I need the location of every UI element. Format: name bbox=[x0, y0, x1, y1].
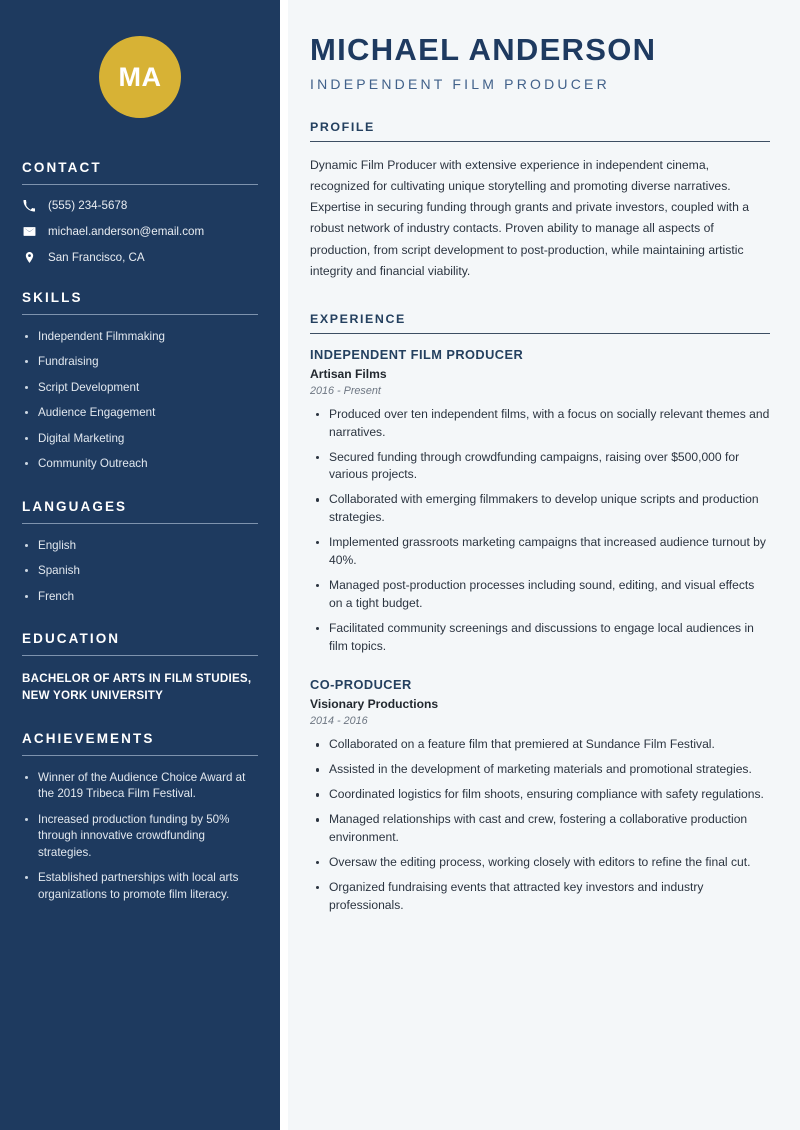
column-gutter bbox=[280, 0, 288, 1130]
page-title: MICHAEL ANDERSON bbox=[310, 32, 657, 67]
sidebar-section-achievements bbox=[22, 731, 258, 903]
list-item: Collaborated on a feature film that premiered at Sundance Film Festival. bbox=[310, 736, 770, 754]
sidebar-heading-achievements: ACHIEVEMENTS bbox=[22, 730, 155, 746]
list-item: Implemented grassroots marketing campaigns that increased audience turnout by 40%. bbox=[310, 534, 770, 570]
list-item: Winner of the Audience Choice Award at the 2019 Tribeca Film Festival. bbox=[22, 770, 258, 803]
divider bbox=[22, 755, 258, 756]
list-item: Assisted in the development of marketing materials and promotional strategies. bbox=[310, 761, 770, 779]
divider bbox=[22, 314, 258, 315]
sidebar-section-education bbox=[22, 631, 258, 705]
contact-value-location: San Francisco, CA bbox=[48, 251, 145, 264]
divider bbox=[22, 523, 258, 524]
divider bbox=[22, 184, 258, 185]
experience-bullets bbox=[310, 406, 770, 656]
contact-value-email: michael.anderson@email.com bbox=[48, 225, 205, 238]
main-heading-experience: EXPERIENCE bbox=[310, 311, 406, 326]
list-item: Fundraising bbox=[22, 354, 258, 370]
sidebar-section-contact bbox=[22, 160, 258, 264]
list-item: Managed post-production processes including sound, editing, and visual effects on a tight budget. bbox=[310, 577, 770, 613]
main-content bbox=[288, 0, 800, 1130]
list-item: Collaborated with emerging filmmakers to develop unique scripts and production strategies. bbox=[310, 491, 770, 527]
list-item: Community Outreach bbox=[22, 456, 258, 472]
achievements-list bbox=[22, 770, 258, 903]
list-item: Oversaw the editing process, working closely with editors to refine the final cut. bbox=[310, 854, 770, 872]
divider bbox=[310, 141, 770, 142]
list-item: Increased production funding by 50% through innovative crowdfunding strategies. bbox=[22, 812, 258, 861]
contact-item-phone[interactable] bbox=[22, 199, 258, 212]
sidebar-section-languages bbox=[22, 499, 258, 605]
list-item: Audience Engagement bbox=[22, 405, 258, 421]
divider bbox=[22, 655, 258, 656]
phone-icon bbox=[22, 200, 36, 212]
list-item: Produced over ten independent films, with a focus on socially relevant themes and narratives. bbox=[310, 406, 770, 442]
list-item: Digital Marketing bbox=[22, 431, 258, 447]
list-item: Secured funding through crowdfunding campaigns, raising over $500,000 for various projects. bbox=[310, 449, 770, 485]
main-heading-profile: PROFILE bbox=[310, 120, 375, 135]
experience-dates: 2014 - 2016 bbox=[310, 715, 368, 728]
list-item: English bbox=[22, 538, 258, 554]
contact-value-phone: (555) 234-5678 bbox=[48, 199, 128, 212]
list-item: Organized fundraising events that attracted key investors and industry professionals. bbox=[310, 879, 770, 915]
experience-company: Visionary Productions bbox=[310, 697, 439, 712]
avatar-container bbox=[22, 0, 258, 160]
envelope-icon bbox=[22, 225, 36, 238]
languages-list bbox=[22, 538, 258, 605]
experience-title: INDEPENDENT FILM PRODUCER bbox=[310, 346, 524, 362]
section-profile bbox=[310, 120, 770, 282]
experience-entry bbox=[310, 677, 770, 727]
experience-entry bbox=[310, 347, 770, 397]
list-item: French bbox=[22, 589, 258, 605]
list-item: Script Development bbox=[22, 380, 258, 396]
sidebar-heading-languages: LANGUAGES bbox=[22, 498, 128, 514]
contact-item-location[interactable] bbox=[22, 251, 258, 264]
list-item: Established partnerships with local arts organizations to promote film literacy. bbox=[22, 870, 258, 903]
sidebar-heading-contact: CONTACT bbox=[22, 160, 102, 175]
sidebar bbox=[0, 0, 280, 1130]
experience-title: CO-PRODUCER bbox=[310, 677, 412, 693]
sidebar-heading-education: EDUCATION bbox=[22, 631, 121, 647]
experience-company: Artisan Films bbox=[310, 366, 387, 381]
experience-bullets bbox=[310, 736, 770, 914]
profile-text: Dynamic Film Producer with extensive experience in independent cinema, recognized for cultivating unique storytelling and promoting diverse narratives. Expertise in securing funding through grants and private investors, coupled with a robust network of industry contacts. Proven ability to manage all aspects of production, from script development to post-production, while maintaining artistic integrity and financial viability. bbox=[310, 158, 750, 278]
divider bbox=[310, 333, 770, 334]
list-item: Managed relationships with cast and crew, fostering a collaborative production environment. bbox=[310, 811, 770, 847]
contact-item-email[interactable] bbox=[22, 225, 258, 238]
list-item: Independent Filmmaking bbox=[22, 329, 258, 345]
job-subtitle: INDEPENDENT FILM PRODUCER bbox=[310, 76, 610, 93]
education-degree: BACHELOR OF ARTS IN FILM STUDIES, NEW YORK UNIVERSITY bbox=[22, 672, 252, 703]
avatar: MA bbox=[99, 36, 181, 118]
list-item: Facilitated community screenings and discussions to engage local audiences in film topics. bbox=[310, 620, 770, 656]
sidebar-heading-skills: SKILLS bbox=[22, 290, 83, 305]
list-item: Spanish bbox=[22, 563, 258, 579]
list-item: Coordinated logistics for film shoots, ensuring compliance with safety regulations. bbox=[310, 786, 770, 804]
section-experience bbox=[310, 312, 770, 915]
map-pin-icon bbox=[22, 251, 36, 264]
experience-dates: 2016 - Present bbox=[310, 384, 381, 397]
sidebar-section-skills bbox=[22, 290, 258, 473]
skills-list bbox=[22, 329, 258, 473]
